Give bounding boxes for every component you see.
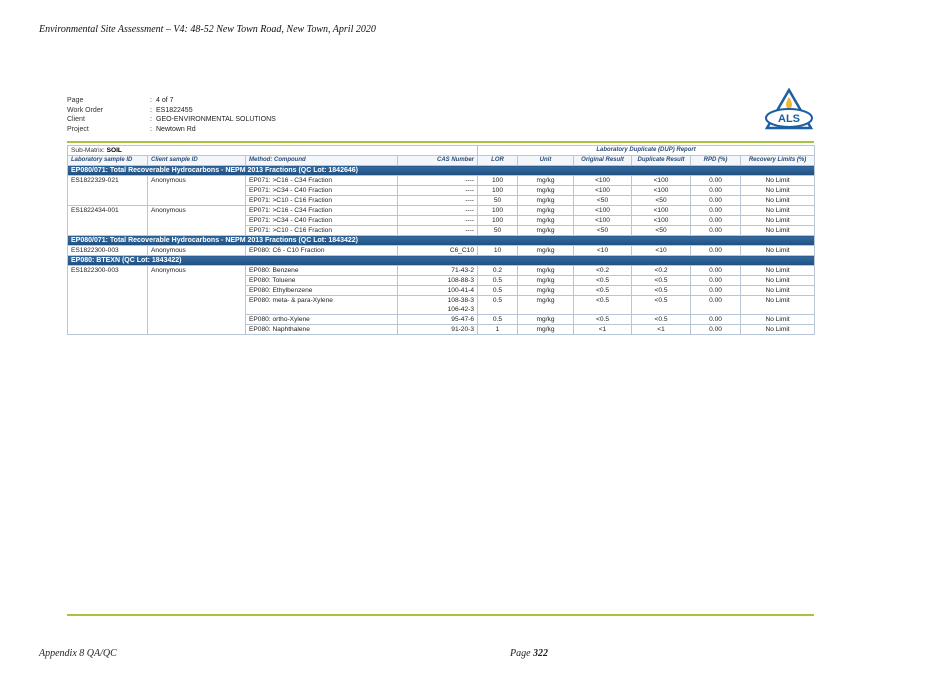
header-divider bbox=[67, 141, 814, 143]
qc-report bbox=[67, 96, 814, 335]
recovery-limits-cell: No Limit bbox=[741, 216, 815, 226]
cas-number: 95-47-6 bbox=[451, 316, 475, 323]
table-row bbox=[68, 206, 815, 216]
column-header-row bbox=[68, 156, 815, 166]
lor-cell: 100 bbox=[478, 186, 518, 196]
lor-cell: 0.5 bbox=[478, 315, 518, 325]
unit-cell: mg/kg bbox=[518, 176, 574, 186]
lor-cell: 10 bbox=[478, 246, 518, 256]
col-header-lab-id: Laboratory sample ID bbox=[68, 156, 148, 166]
duplicate-result-cell: <0.2 bbox=[632, 266, 691, 276]
dup-report-title: Laboratory Duplicate (DUP) Report bbox=[478, 146, 815, 156]
unit-cell: mg/kg bbox=[518, 296, 574, 315]
unit-cell: mg/kg bbox=[518, 286, 574, 296]
lab-sample-id: ES1822300-003 bbox=[68, 266, 148, 335]
cas-cell bbox=[398, 226, 478, 236]
compound-cell: EP080: C6 - C10 Fraction bbox=[246, 246, 398, 256]
cas-cell bbox=[398, 216, 478, 226]
lor-cell: 100 bbox=[478, 216, 518, 226]
lor-cell: 0.5 bbox=[478, 276, 518, 286]
footer-page-number: 322 bbox=[533, 648, 549, 659]
col-header-compound: Method: Compound bbox=[246, 156, 398, 166]
unit-cell: mg/kg bbox=[518, 246, 574, 256]
duplicate-result-cell: <100 bbox=[632, 216, 691, 226]
col-header-rpd: RPD (%) bbox=[691, 156, 741, 166]
original-result-cell: <0.5 bbox=[574, 296, 632, 315]
recovery-limits-cell: No Limit bbox=[741, 226, 815, 236]
recovery-limits-cell: No Limit bbox=[741, 196, 815, 206]
table-row bbox=[68, 246, 815, 256]
original-result-cell: <50 bbox=[574, 226, 632, 236]
cas-cell bbox=[398, 176, 478, 186]
rpd-cell: 0.00 bbox=[691, 325, 741, 335]
recovery-limits-cell: No Limit bbox=[741, 186, 815, 196]
compound-cell: EP080: Toluene bbox=[246, 276, 398, 286]
table-row bbox=[68, 176, 815, 186]
col-header-limits: Recovery Limits (%) bbox=[741, 156, 815, 166]
compound-cell: EP071: >C34 - C40 Fraction bbox=[246, 216, 398, 226]
meta-value: GEO-ENVIRONMENTAL SOLUTIONS bbox=[156, 116, 276, 123]
rpd-cell: 0.00 bbox=[691, 206, 741, 216]
original-result-cell: <100 bbox=[574, 176, 632, 186]
compound-cell: EP071: >C10 - C16 Fraction bbox=[246, 226, 398, 236]
meta-value: ES1822455 bbox=[156, 106, 193, 114]
unit-cell: mg/kg bbox=[518, 325, 574, 335]
cas-number: 108-38-3 bbox=[447, 297, 475, 304]
duplicate-result-cell: <0.5 bbox=[632, 296, 691, 315]
lor-cell: 1 bbox=[478, 325, 518, 335]
recovery-limits-cell: No Limit bbox=[741, 276, 815, 286]
unit-cell: mg/kg bbox=[518, 315, 574, 325]
duplicate-result-cell: <50 bbox=[632, 196, 691, 206]
meta-row-work-order: Work Order : ES1822455 bbox=[67, 106, 193, 114]
lor-cell: 0.2 bbox=[478, 266, 518, 276]
rpd-cell: 0.00 bbox=[691, 276, 741, 286]
cas-number: ---- bbox=[465, 217, 475, 224]
compound-cell: EP071: >C16 - C34 Fraction bbox=[246, 176, 398, 186]
lor-cell: 0.5 bbox=[478, 286, 518, 296]
als-logo-icon bbox=[764, 88, 814, 132]
original-result-cell: <50 bbox=[574, 196, 632, 206]
lab-sample-id: ES1822434-001 bbox=[68, 206, 148, 236]
rpd-cell: 0.00 bbox=[691, 226, 741, 236]
cas-number: ---- bbox=[465, 177, 475, 184]
cas-cell bbox=[398, 315, 478, 325]
original-result-cell: <100 bbox=[574, 206, 632, 216]
col-header-unit: Unit bbox=[518, 156, 574, 166]
rpd-cell: 0.00 bbox=[691, 286, 741, 296]
col-header-cas: CAS Number bbox=[398, 156, 478, 166]
cas-number-secondary: 106-42-3 bbox=[447, 306, 475, 313]
duplicate-result-cell: <100 bbox=[632, 186, 691, 196]
cas-cell bbox=[398, 206, 478, 216]
original-result-cell: <0.5 bbox=[574, 286, 632, 296]
footer-appendix: Appendix 8 QA/QC bbox=[39, 648, 117, 659]
duplicate-result-cell: <0.5 bbox=[632, 315, 691, 325]
recovery-limits-cell: No Limit bbox=[741, 296, 815, 315]
meta-value: Newtown Rd bbox=[156, 125, 196, 133]
lor-cell: 50 bbox=[478, 196, 518, 206]
footer-page: Page 322 bbox=[510, 648, 549, 659]
duplicate-report-table bbox=[67, 145, 815, 335]
original-result-cell: <0.2 bbox=[574, 266, 632, 276]
cas-number: ---- bbox=[465, 207, 475, 214]
cas-cell bbox=[398, 286, 478, 296]
duplicate-result-cell: <100 bbox=[632, 206, 691, 216]
lab-sample-id: ES1822329-021 bbox=[68, 176, 148, 206]
compound-cell: EP071: >C34 - C40 Fraction bbox=[246, 186, 398, 196]
col-header-lor: LOR bbox=[478, 156, 518, 166]
duplicate-result-cell: <1 bbox=[632, 325, 691, 335]
compound-cell: EP071: >C16 - C34 Fraction bbox=[246, 206, 398, 216]
original-result-cell: <0.5 bbox=[574, 276, 632, 286]
compound-cell: EP080: Naphthalene bbox=[246, 325, 398, 335]
document-header: Environmental Site Assessment – V4: 48-52 New Town Road, New Town, April 2020 bbox=[39, 24, 376, 35]
rpd-cell: 0.00 bbox=[691, 196, 741, 206]
original-result-cell: <100 bbox=[574, 216, 632, 226]
group-title: EP080/071: Total Recoverable Hydrocarbons - NEPM 2013 Fractions (QC Lot: 1843422) bbox=[68, 236, 815, 246]
duplicate-result-cell: <0.5 bbox=[632, 276, 691, 286]
unit-cell: mg/kg bbox=[518, 226, 574, 236]
sub-matrix: Sub-Matrix: SOIL bbox=[68, 146, 478, 156]
unit-cell: mg/kg bbox=[518, 206, 574, 216]
recovery-limits-cell: No Limit bbox=[741, 176, 815, 186]
meta-row-page: Page : 4 of 7 bbox=[67, 97, 174, 104]
footer-divider bbox=[67, 614, 814, 616]
col-header-client-id: Client sample ID bbox=[148, 156, 246, 166]
duplicate-result-cell: <10 bbox=[632, 246, 691, 256]
unit-cell: mg/kg bbox=[518, 196, 574, 206]
rpd-cell: 0.00 bbox=[691, 186, 741, 196]
col-header-original: Original Result bbox=[574, 156, 632, 166]
lor-cell: 50 bbox=[478, 226, 518, 236]
rpd-cell: 0.00 bbox=[691, 176, 741, 186]
logo-text: ALS bbox=[778, 113, 800, 125]
meta-value: 4 of 7 bbox=[156, 97, 174, 104]
recovery-limits-cell: No Limit bbox=[741, 246, 815, 256]
rpd-cell: 0.00 bbox=[691, 216, 741, 226]
col-header-duplicate: Duplicate Result bbox=[632, 156, 691, 166]
cas-cell bbox=[398, 276, 478, 286]
client-sample-id: Anonymous bbox=[148, 246, 246, 256]
meta-row-project: Project : Newtown Rd bbox=[67, 125, 196, 133]
cas-cell bbox=[398, 296, 478, 315]
meta-key: Page bbox=[67, 97, 84, 104]
duplicate-result-cell: <0.5 bbox=[632, 286, 691, 296]
compound-cell: EP080: Ethylbenzene bbox=[246, 286, 398, 296]
group-title: EP080: BTEXN (QC Lot: 1843422) bbox=[68, 256, 815, 266]
original-result-cell: <10 bbox=[574, 246, 632, 256]
compound-cell: EP080: meta- & para-Xylene bbox=[246, 296, 398, 315]
lor-cell: 100 bbox=[478, 206, 518, 216]
duplicate-result-cell: <50 bbox=[632, 226, 691, 236]
cas-number: 108-88-3 bbox=[447, 277, 475, 284]
cas-number: 91-20-3 bbox=[451, 326, 475, 333]
meta-row-client: Client : GEO-ENVIRONMENTAL SOLUTIONS bbox=[67, 116, 276, 123]
lor-cell: 100 bbox=[478, 176, 518, 186]
rpd-cell: 0.00 bbox=[691, 296, 741, 315]
original-result-cell: <1 bbox=[574, 325, 632, 335]
recovery-limits-cell: No Limit bbox=[741, 266, 815, 276]
cas-number: ---- bbox=[465, 227, 475, 234]
compound-cell: EP071: >C10 - C16 Fraction bbox=[246, 196, 398, 206]
recovery-limits-cell: No Limit bbox=[741, 286, 815, 296]
cas-cell bbox=[398, 325, 478, 335]
meta-key: Client bbox=[67, 116, 85, 123]
client-sample-id: Anonymous bbox=[148, 176, 246, 206]
cas-cell bbox=[398, 266, 478, 276]
original-result-cell: <100 bbox=[574, 186, 632, 196]
rpd-cell: 0.00 bbox=[691, 266, 741, 276]
table-row bbox=[68, 266, 815, 276]
recovery-limits-cell: No Limit bbox=[741, 325, 815, 335]
client-sample-id: Anonymous bbox=[148, 266, 246, 335]
compound-cell: EP080: ortho-Xylene bbox=[246, 315, 398, 325]
recovery-limits-cell: No Limit bbox=[741, 206, 815, 216]
group-header-row bbox=[68, 166, 815, 176]
sub-matrix-value: SOIL bbox=[106, 147, 122, 154]
cas-cell bbox=[398, 246, 478, 256]
compound-cell: EP080: Benzene bbox=[246, 266, 398, 276]
cas-cell bbox=[398, 196, 478, 206]
report-meta bbox=[67, 96, 814, 134]
rpd-cell: 0.00 bbox=[691, 315, 741, 325]
unit-cell: mg/kg bbox=[518, 186, 574, 196]
cas-cell bbox=[398, 186, 478, 196]
client-sample-id: Anonymous bbox=[148, 206, 246, 236]
group-header-row bbox=[68, 256, 815, 266]
cas-number: 71-43-2 bbox=[451, 267, 475, 274]
meta-key: Work Order bbox=[67, 106, 104, 114]
group-header-row bbox=[68, 236, 815, 246]
cas-number: 100-41-4 bbox=[447, 287, 475, 294]
cas-number: ---- bbox=[465, 197, 475, 204]
meta-key: Project bbox=[67, 125, 89, 133]
unit-cell: mg/kg bbox=[518, 266, 574, 276]
group-title: EP080/071: Total Recoverable Hydrocarbons - NEPM 2013 Fractions (QC Lot: 1842646) bbox=[68, 166, 815, 176]
unit-cell: mg/kg bbox=[518, 216, 574, 226]
cas-number: ---- bbox=[465, 187, 475, 194]
duplicate-result-cell: <100 bbox=[632, 176, 691, 186]
rpd-cell: 0.00 bbox=[691, 246, 741, 256]
table-super-header bbox=[68, 146, 815, 156]
lor-cell: 0.5 bbox=[478, 296, 518, 315]
unit-cell: mg/kg bbox=[518, 276, 574, 286]
cas-number: C6_C10 bbox=[449, 247, 475, 254]
recovery-limits-cell: No Limit bbox=[741, 315, 815, 325]
lab-sample-id: ES1822300-003 bbox=[68, 246, 148, 256]
original-result-cell: <0.5 bbox=[574, 315, 632, 325]
